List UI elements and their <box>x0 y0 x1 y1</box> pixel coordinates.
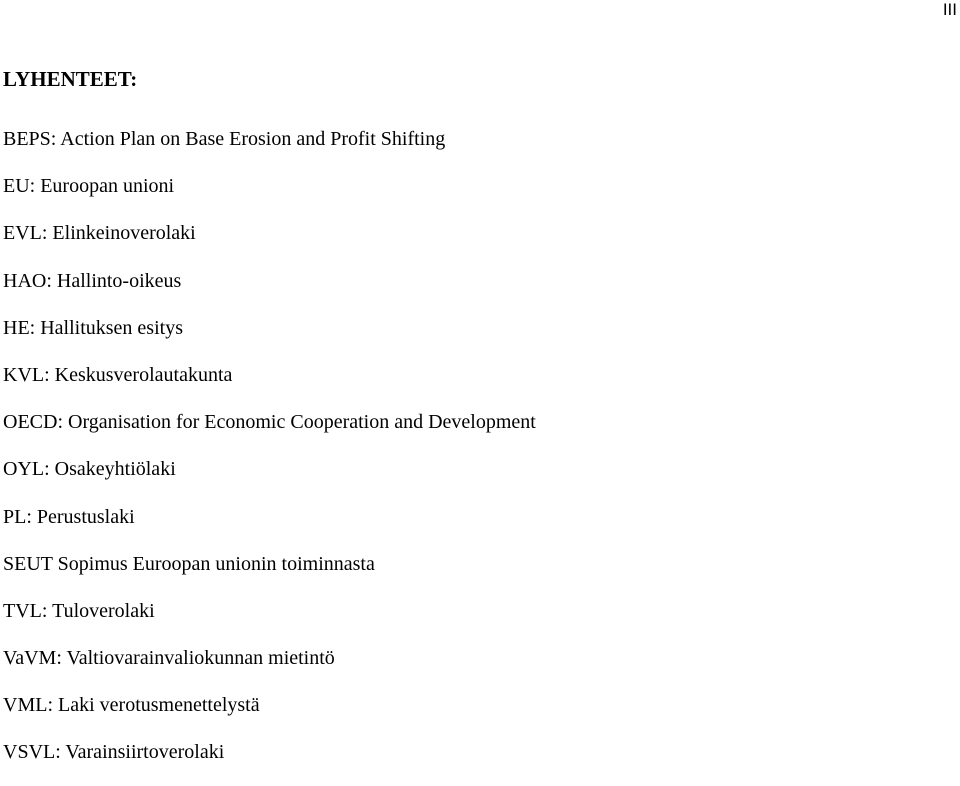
abbreviation-vsvl: VSVL: Varainsiirtoverolaki <box>3 741 225 764</box>
abbreviation-vavm: VaVM: Valtiovarainvaliokunnan mietintö <box>3 647 335 670</box>
abbreviation-vml: VML: Laki verotusmenettelystä <box>3 694 260 717</box>
page-number: III <box>942 0 957 19</box>
abbreviation-he: HE: Hallituksen esitys <box>3 316 183 339</box>
abbreviation-seut: SEUT Sopimus Euroopan unionin toiminnasta <box>3 552 375 575</box>
abbreviation-tvl: TVL: Tuloverolaki <box>3 599 155 622</box>
abbreviation-pl: PL: Perustuslaki <box>3 505 135 528</box>
abbreviation-eu: EU: Euroopan unioni <box>3 175 175 198</box>
abbreviation-evl: EVL: Elinkeinoverolaki <box>3 222 196 245</box>
abbreviation-oecd: OECD: Organisation for Economic Cooperation and Development <box>3 411 536 434</box>
page-heading: LYHENTEET: <box>3 67 138 91</box>
abbreviation-oyl: OYL: Osakeyhtiölaki <box>3 458 176 481</box>
abbreviation-list <box>3 125 536 786</box>
abbreviation-hao: HAO: Hallinto-oikeus <box>3 269 182 292</box>
abbreviation-kvl: KVL: Keskusverolautakunta <box>3 363 233 386</box>
abbreviation-beps: BEPS: Action Plan on Base Erosion and Profit Shifting <box>3 128 446 150</box>
